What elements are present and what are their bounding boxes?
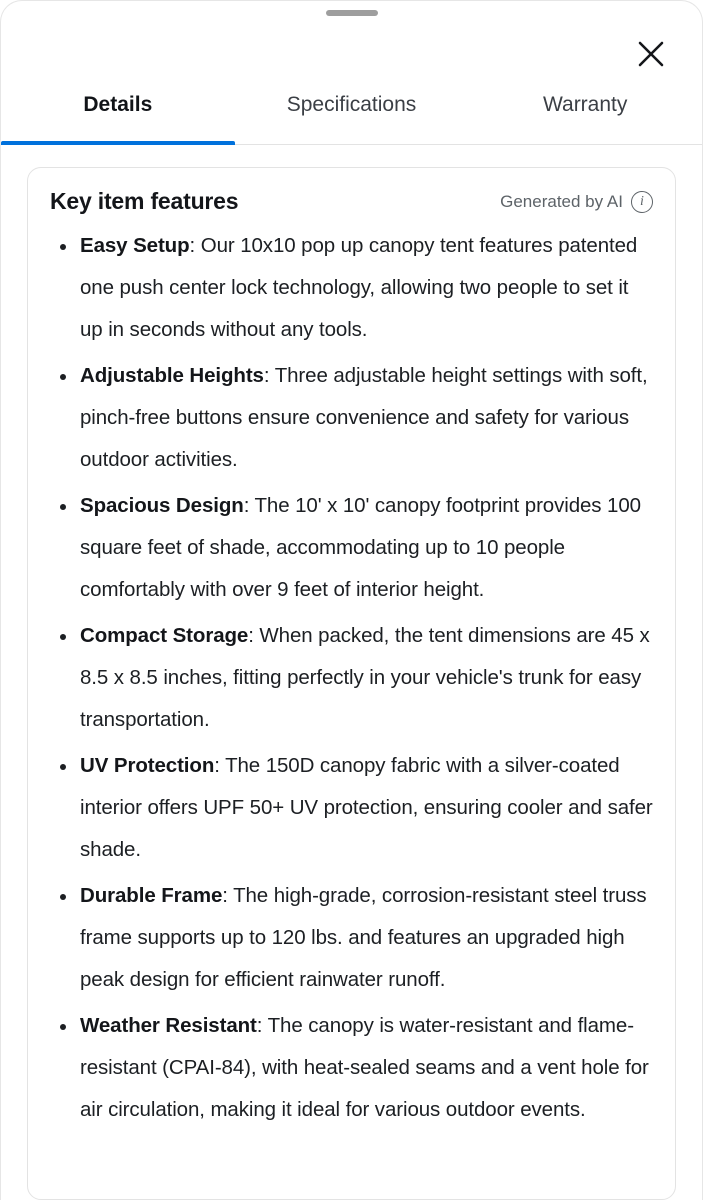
feature-term: Easy Setup xyxy=(80,234,190,257)
feature-text: : When packed, the tent dimensions are 45 x 8.5 x 8.5 inches, fitting perfectly in your vehicle's trunk for easy transportation. xyxy=(80,624,650,731)
feature-text: : The high-grade, corrosion-resistant steel truss frame supports up to 120 lbs. and features an upgraded high peak design for efficient rainwater runoff. xyxy=(80,884,647,991)
feature-list xyxy=(50,225,653,1131)
card-header xyxy=(50,188,653,215)
info-icon[interactable]: i xyxy=(631,191,653,213)
ai-generated-tag xyxy=(500,191,653,213)
list-item xyxy=(50,355,653,481)
feature-term: Spacious Design xyxy=(80,494,244,517)
card-title: Key item features xyxy=(50,188,239,214)
list-item xyxy=(50,875,653,1001)
feature-term: Compact Storage xyxy=(80,624,249,647)
feature-text: : The 150D canopy fabric with a silver-coated interior offers UPF 50+ UV protection, ensuring cooler and safer shade. xyxy=(80,754,653,861)
list-item xyxy=(50,1005,653,1131)
sheet-grabber-area xyxy=(1,1,702,25)
sheet-header xyxy=(1,25,702,87)
feature-text: : The 10' x 10' canopy footprint provides 100 square feet of shade, accommodating up to 10 people comfortably with over 9 feet of interior height. xyxy=(80,494,641,601)
feature-text: : The canopy is water-resistant and flame-resistant (CPAI-84), with heat-sealed seams and a vent hole for air circulation, making it ideal for various outdoor events. xyxy=(80,1014,649,1121)
list-item xyxy=(50,745,653,871)
feature-term: Weather Resistant xyxy=(80,1014,257,1037)
list-item xyxy=(50,225,653,351)
tab-panel-details xyxy=(1,145,702,1200)
tab-bar xyxy=(1,87,702,145)
feature-text: : Our 10x10 pop up canopy tent features patented one push center lock technology, allowing two people to set it up in seconds without any tools. xyxy=(80,234,638,341)
drag-handle[interactable] xyxy=(326,10,378,16)
list-item xyxy=(50,485,653,611)
list-item xyxy=(50,615,653,741)
tab-warranty[interactable]: Warranty xyxy=(468,87,702,144)
feature-term: Adjustable Heights xyxy=(80,364,264,387)
close-button[interactable] xyxy=(628,31,674,77)
tab-specifications[interactable]: Specifications xyxy=(235,87,469,144)
feature-term: UV Protection xyxy=(80,754,215,777)
key-features-card xyxy=(27,167,676,1200)
feature-term: Durable Frame xyxy=(80,884,223,907)
tab-details[interactable]: Details xyxy=(1,87,235,144)
ai-generated-label: Generated by AI xyxy=(500,191,623,211)
feature-text: : Three adjustable height settings with soft, pinch-free buttons ensure convenience and safety for various outdoor activities. xyxy=(80,364,648,471)
close-icon xyxy=(636,39,666,69)
